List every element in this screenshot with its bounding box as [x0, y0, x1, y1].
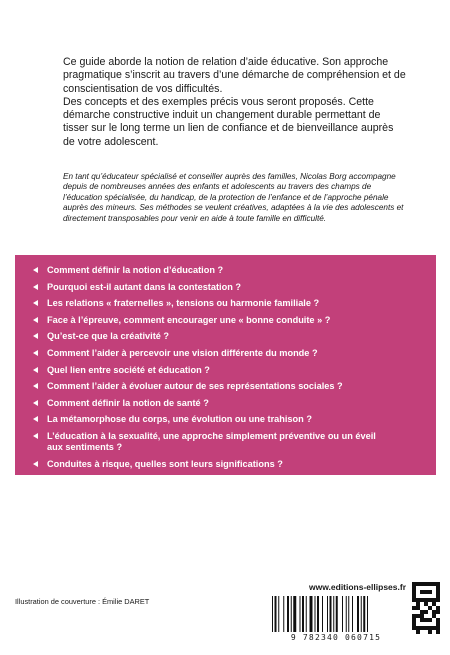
topic-item [47, 398, 436, 409]
qr-module [416, 626, 420, 630]
qr-module [420, 582, 424, 586]
barcode-bar [357, 596, 359, 632]
topic-item [47, 459, 436, 470]
barcode-bar [272, 596, 273, 632]
barcode-bar [315, 596, 316, 632]
topic-text: Comment l’aider à évoluer autour de ses représentations sociales ? [47, 381, 343, 392]
topic-text: Qu’est-ce que la créativité ? [47, 331, 170, 342]
topic-item [47, 315, 436, 326]
topic-item [47, 348, 436, 359]
arrow-left-icon [33, 267, 38, 273]
barcode-bar [283, 596, 284, 632]
qr-module [428, 582, 432, 586]
qr-module [416, 606, 420, 610]
intro-paragraph-1: Ce guide aborde la notion de relation d’aide éducative. Son approche pragmatique s’inscrit au travers d’une démarche de compréhension et de conscientisation de vos difficultés. [63, 56, 406, 95]
topic-item [47, 365, 436, 376]
barcode-bar [330, 596, 332, 632]
barcode-bar [310, 596, 313, 632]
intro-paragraph-2: Des concepts et des exemples précis vous seront proposés. Cette démarche constructive induit un changement durable permettant de tisser sur le long terme un lien de confiance et de bienveillance auprès de votre adolescent. [63, 95, 394, 148]
qr-module [420, 610, 424, 614]
barcode-bar [306, 596, 307, 632]
topic-item [47, 282, 436, 293]
qr-module [424, 626, 428, 630]
qr-module [412, 586, 416, 590]
qr-module [420, 590, 424, 594]
qr-module [412, 622, 416, 626]
topic-item [47, 431, 436, 453]
topic-text: Comment définir la notion de santé ? [47, 397, 209, 408]
qr-module [424, 618, 428, 622]
barcode-bar [333, 596, 334, 632]
topic-text: Face à l’épreuve, comment encourager une « bonne conduite » ? [47, 314, 331, 325]
qr-module [412, 618, 416, 622]
arrow-left-icon [33, 461, 38, 467]
qr-module [432, 582, 436, 586]
qr-module [432, 614, 436, 618]
arrow-left-icon [33, 300, 38, 306]
barcode-bar [363, 596, 365, 632]
qr-module [436, 622, 440, 626]
cover-credit: Illustration de couverture : Émilie DARET [15, 597, 150, 606]
qr-module [424, 602, 428, 606]
qr-module [428, 598, 432, 602]
qr-module [436, 590, 440, 594]
barcode-bar [336, 596, 338, 632]
barcode-bar [291, 596, 292, 632]
qr-module [416, 582, 420, 586]
isbn-barcode [270, 596, 408, 632]
topic-item [47, 414, 436, 425]
qr-module [412, 626, 416, 630]
barcode-bar [287, 596, 289, 632]
topic-text: Comment l’aider à percevoir une vision différente du monde ? [47, 347, 318, 358]
arrow-left-icon [33, 477, 38, 483]
arrow-left-icon [33, 433, 38, 439]
qr-module [420, 626, 424, 630]
topic-text: La métamorphose du corps, une évolution ou une trahison ? [47, 414, 312, 425]
author-bio: En tant qu’éducateur spécialisé et conseiller auprès des familles, Nicolas Borg accompagne depuis de nombreuses années des enfants et adolescents au travers des champs de l’éducation spécialisée, du handicap, de la protection de l’enfance et de l’approche pénale auprès des mineurs. Ses méthodes se veulent créatives, adaptées à la vie des adolescents et directement transposables pour venir en aide à toute famille en difficulté. [63, 172, 404, 223]
topic-item [47, 381, 436, 392]
barcode-bar [322, 596, 323, 632]
barcode-bar [317, 596, 319, 632]
qr-module [424, 610, 428, 614]
topic-text: Les relations « fraternelles », tensions ou harmonie familiale ? [47, 298, 320, 309]
qr-module [412, 598, 416, 602]
qr-module [412, 582, 416, 586]
barcode-bar [352, 596, 353, 632]
qr-module [436, 582, 440, 586]
qr-module [432, 598, 436, 602]
barcode-bar [278, 596, 279, 632]
topic-text: Conduites à risque, quelles sont leurs significations ? [47, 458, 283, 469]
qr-module [436, 598, 440, 602]
qr-module [416, 602, 420, 606]
topic-item [47, 298, 436, 309]
qr-module [416, 614, 420, 618]
barcode-bar [367, 596, 368, 632]
qr-module [416, 598, 420, 602]
qr-module [436, 626, 440, 630]
topic-text: Quel lien entre société et éducation ? [47, 364, 210, 375]
qr-module [432, 610, 436, 614]
barcode-bar [342, 596, 343, 632]
barcode-bar [361, 596, 362, 632]
topic-item [47, 475, 436, 486]
isbn-number: 9 782340 060715 [290, 633, 382, 642]
qr-module [412, 590, 416, 594]
topics-panel [15, 255, 436, 486]
qr-module [428, 630, 432, 634]
arrow-left-icon [33, 367, 38, 373]
topic-item [47, 331, 436, 342]
qr-module [420, 614, 424, 618]
arrow-left-icon [33, 383, 38, 389]
qr-module [412, 594, 416, 598]
qr-module [436, 630, 440, 634]
barcode-bar [348, 596, 349, 632]
qr-module [436, 594, 440, 598]
qr-module [424, 582, 428, 586]
publisher-website: www.editions-ellipses.fr [309, 582, 406, 592]
qr-module [428, 618, 432, 622]
topic-text: Le harcèlement, histoire d’en parler ? [47, 475, 211, 486]
arrow-left-icon [33, 350, 38, 356]
qr-module [420, 618, 424, 622]
qr-module [436, 610, 440, 614]
topic-item [47, 265, 436, 276]
barcode-bar [346, 596, 347, 632]
qr-module [412, 606, 416, 610]
qr-module [428, 606, 432, 610]
qr-module [428, 626, 432, 630]
arrow-left-icon [33, 400, 38, 406]
topic-text: Pourquoi est-il autant dans la contestation ? [47, 281, 241, 292]
qr-module [436, 618, 440, 622]
qr-module [424, 598, 428, 602]
topics-list [15, 255, 436, 486]
barcode-bar [293, 596, 296, 632]
qr-module [420, 598, 424, 602]
topic-text: Comment définir la notion d’éducation ? [47, 265, 224, 275]
barcode-bar [275, 596, 277, 632]
intro-text [63, 56, 408, 149]
qr-module [436, 606, 440, 610]
barcode-bar [300, 596, 301, 632]
arrow-left-icon [33, 416, 38, 422]
qr-module [416, 630, 420, 634]
qr-module [432, 626, 436, 630]
qr-module [432, 602, 436, 606]
arrow-left-icon [33, 317, 38, 323]
barcode-bar [302, 596, 304, 632]
topic-text: L’éducation à la sexualité, une approche simplement préventive ou un éveil aux sentiments ? [47, 430, 376, 452]
arrow-left-icon [33, 284, 38, 290]
qr-module [424, 590, 428, 594]
arrow-left-icon [33, 333, 38, 339]
qr-code [412, 582, 440, 634]
qr-module [428, 590, 432, 594]
qr-module [412, 614, 416, 618]
barcode-bar [327, 596, 328, 632]
qr-module [436, 586, 440, 590]
